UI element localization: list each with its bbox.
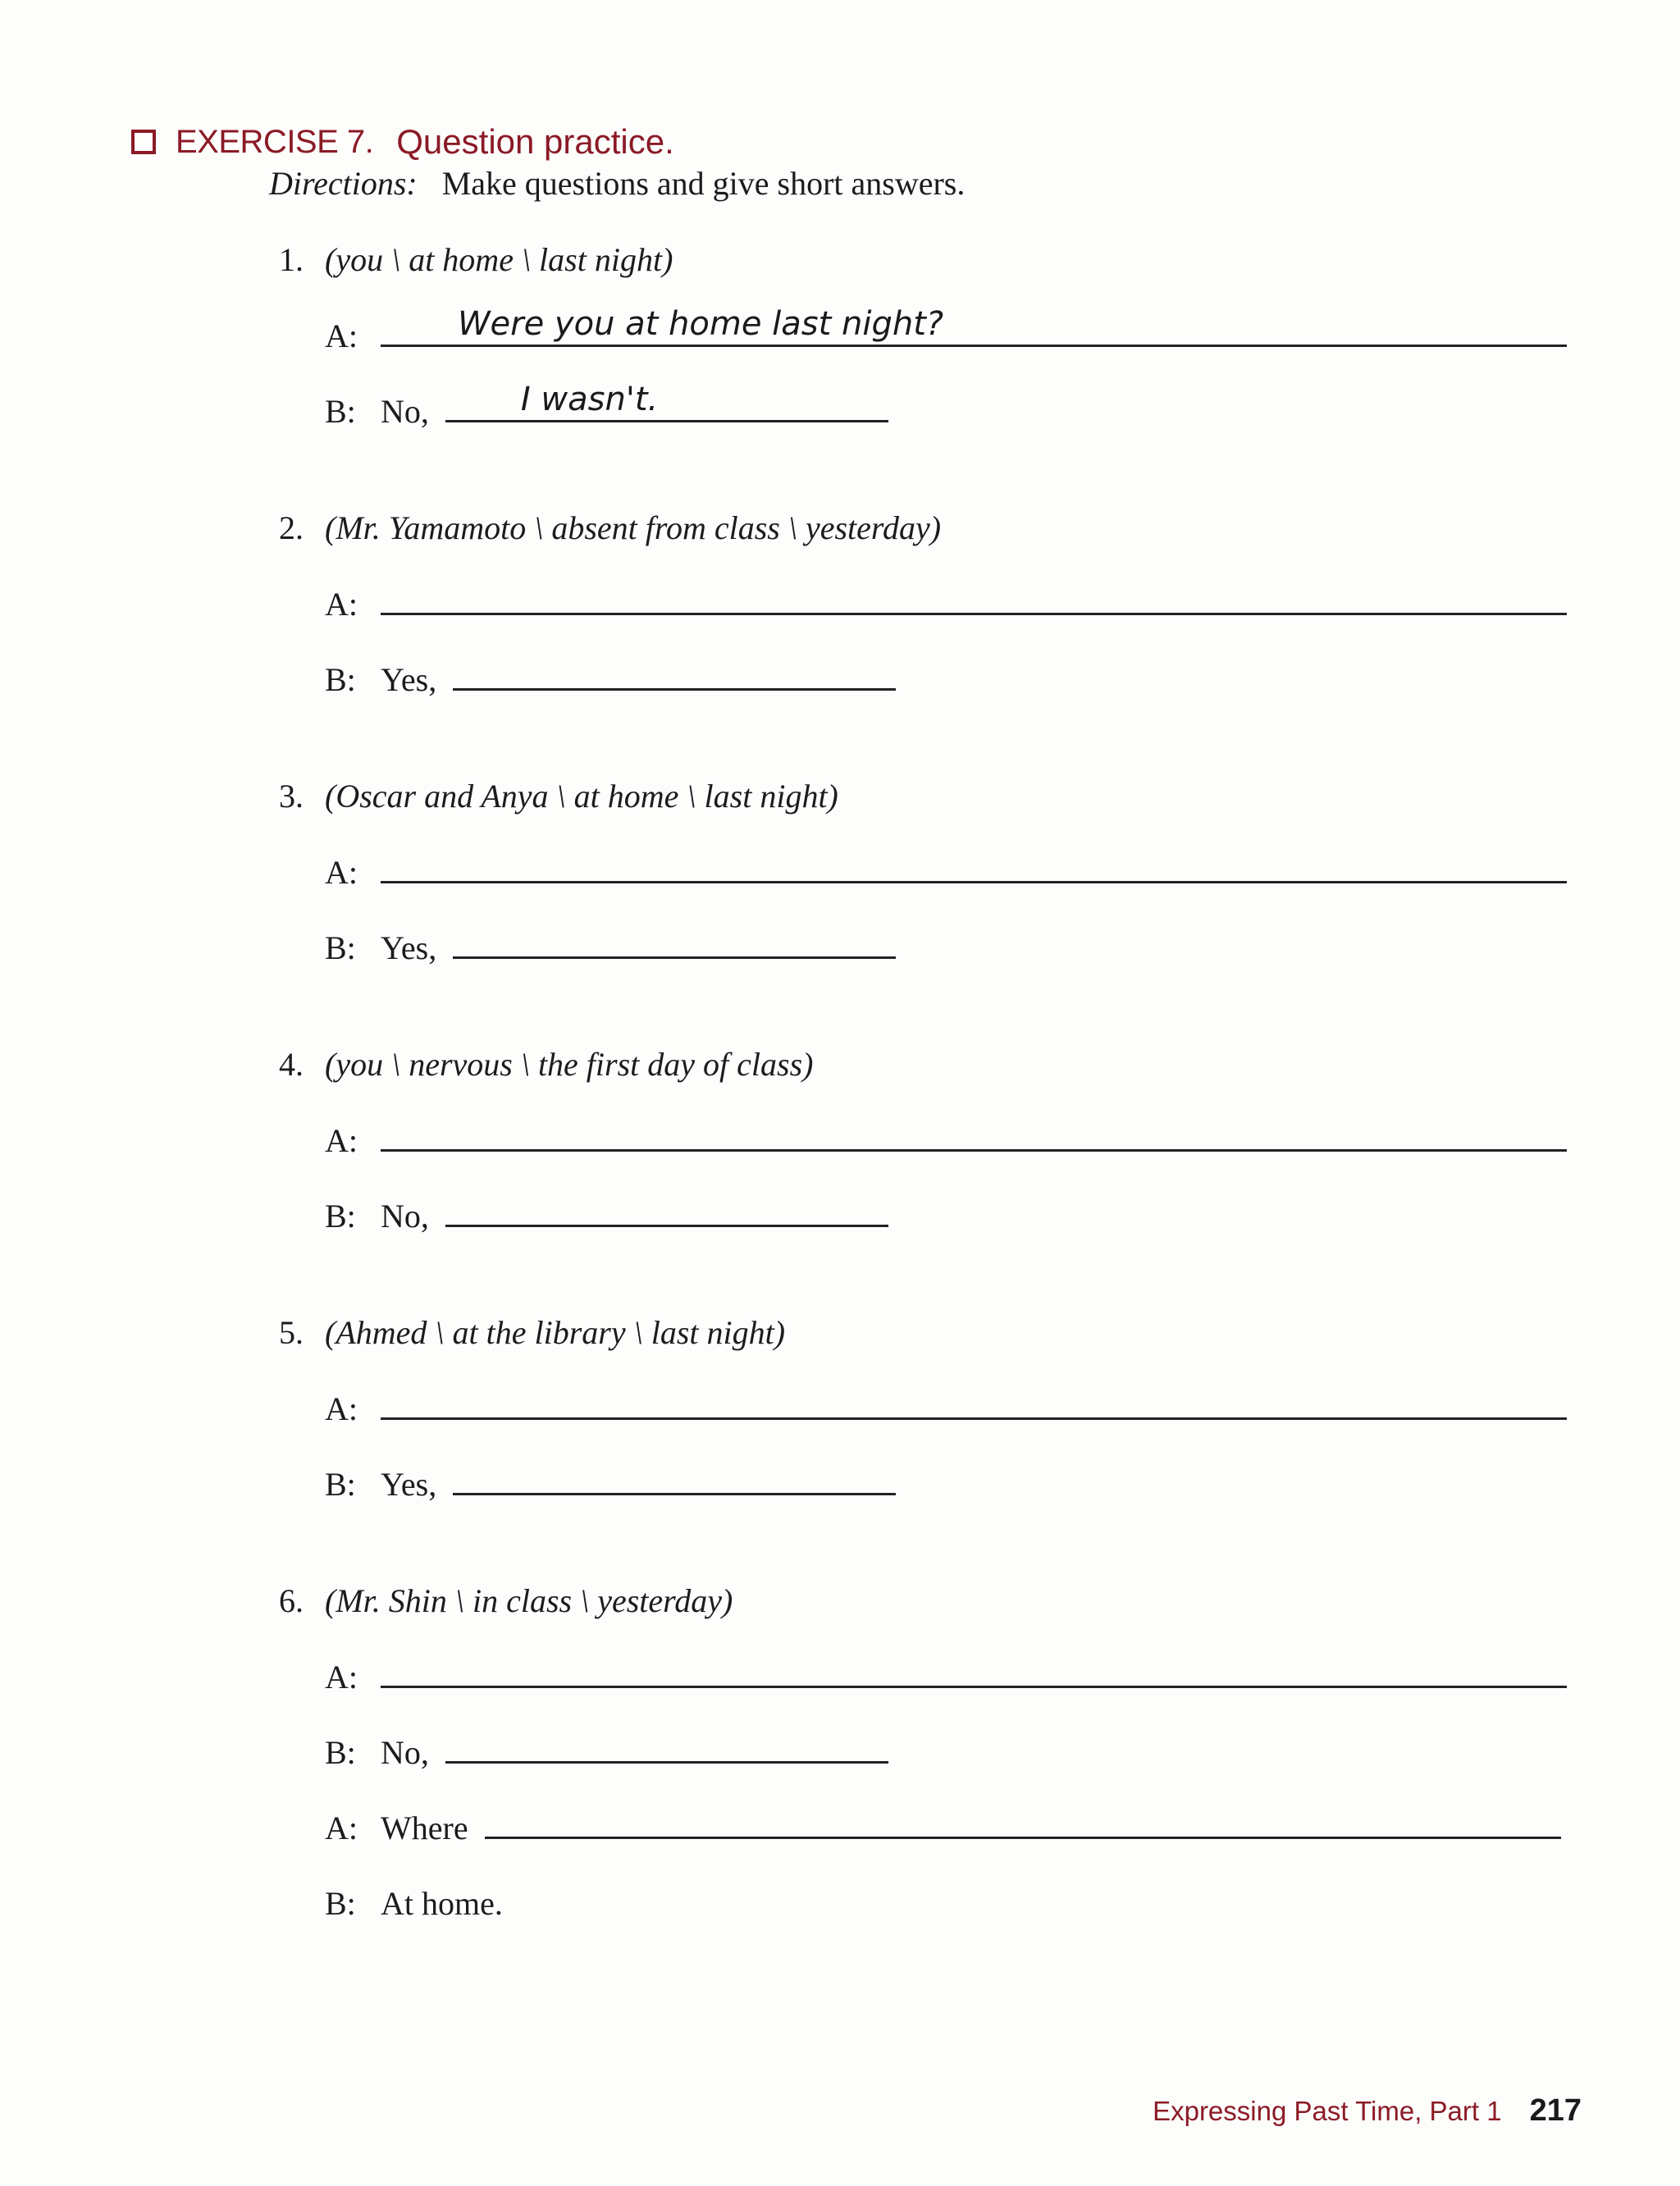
item-cue: (you \ at home \ last night) [325, 241, 673, 278]
answer-lead: No, [381, 393, 429, 430]
answer-row-b [325, 1186, 888, 1235]
speaker-label: B: [325, 1466, 356, 1503]
answer-blank-a[interactable] [381, 1108, 1567, 1152]
answer-lead: Yes, [381, 1466, 437, 1503]
answer-row-c [325, 1798, 1561, 1847]
answer-blank-a[interactable] [381, 1645, 1567, 1688]
speaker-label: A: [325, 854, 358, 891]
exercise-label: EXERCISE 7. [176, 123, 374, 160]
answer-row-b [325, 1723, 888, 1772]
answer-row-b [325, 1454, 896, 1504]
speaker-label: B: [325, 1734, 356, 1771]
exercise-item-3 [279, 777, 1591, 966]
speaker-label: B: [325, 661, 356, 698]
answer-row-a [325, 306, 1567, 355]
speaker-label: B: [325, 1198, 356, 1234]
item-cue: (Oscar and Anya \ at home \ last night) [325, 778, 838, 815]
item-prompt [279, 1045, 1591, 1084]
answer-row-a [325, 574, 1567, 623]
speaker-label: A: [325, 1809, 358, 1846]
item-number: 4. [279, 1046, 304, 1083]
item-number: 5. [279, 1314, 304, 1351]
page-number: 217 [1529, 2093, 1582, 2128]
speaker-label: B: [325, 929, 356, 966]
exercise-item-4 [279, 1045, 1591, 1234]
answer-blank-b[interactable] [453, 647, 896, 691]
item-cue: (Ahmed \ at the library \ last night) [325, 1314, 786, 1351]
item-cue: (Mr. Yamamoto \ absent from class \ yesterday) [325, 509, 942, 546]
item-cue: (you \ nervous \ the first day of class) [325, 1046, 814, 1083]
speaker-label: A: [325, 586, 358, 623]
page-footer [1153, 2093, 1582, 2129]
exercise-item-1 [279, 240, 1591, 430]
item-prompt [279, 1581, 1591, 1621]
chapter-title: Expressing Past Time, Part 1 [1153, 2096, 1502, 2126]
answer-blank-b[interactable] [445, 1720, 888, 1764]
handwritten-answer: I wasn't. [520, 381, 659, 418]
directions-text: Make questions and give short answers. [441, 165, 966, 202]
answer-blank-a[interactable] [381, 572, 1567, 615]
item-number: 3. [279, 778, 304, 815]
answer-blank-c[interactable] [485, 1796, 1561, 1839]
answer-blank-a[interactable] [381, 303, 1567, 347]
answer-blank-a[interactable] [381, 1376, 1567, 1420]
item-number: 1. [279, 241, 304, 278]
answer-row-b [325, 650, 896, 699]
answer-lead: Yes, [381, 929, 437, 966]
exercise-title: Question practice. [396, 122, 674, 161]
item-prompt [279, 240, 1591, 280]
answer-blank-b[interactable] [445, 379, 888, 422]
answer-lead: No, [381, 1734, 429, 1771]
handwritten-answer: Were you at home last night? [458, 305, 944, 343]
answer-lead: Where [381, 1809, 468, 1846]
exercise-item-2 [279, 509, 1591, 698]
answer-row-a [325, 842, 1567, 892]
answer-blank-b[interactable] [453, 915, 896, 959]
speaker-label: A: [325, 1659, 358, 1695]
answer-row-b [325, 381, 888, 431]
item-cue: (Mr. Shin \ in class \ yesterday) [325, 1582, 733, 1619]
speaker-label: B: [325, 1885, 356, 1922]
item-number: 6. [279, 1582, 304, 1619]
speaker-label: A: [325, 317, 358, 354]
answer-lead: No, [381, 1198, 429, 1234]
given-answer: At home. [381, 1885, 503, 1922]
answer-blank-a[interactable] [381, 840, 1567, 883]
answer-row-b [325, 918, 896, 967]
item-prompt [279, 1313, 1591, 1353]
item-prompt [279, 777, 1591, 816]
answer-row-a [325, 1647, 1567, 1696]
speaker-label: A: [325, 1390, 358, 1427]
exercise-item-5 [279, 1313, 1591, 1503]
directions [269, 164, 965, 203]
item-prompt [279, 509, 1591, 548]
speaker-label: B: [325, 393, 356, 430]
answer-row-a [325, 1379, 1567, 1428]
answer-row-a [325, 1111, 1567, 1160]
exercise-checkbox[interactable] [131, 130, 156, 154]
answer-blank-b[interactable] [445, 1184, 888, 1227]
speaker-label: A: [325, 1122, 358, 1159]
item-number: 2. [279, 509, 304, 546]
exercise-item-6 [279, 1581, 1591, 1922]
answer-row-d [325, 1873, 503, 1923]
exercise-header [131, 121, 674, 162]
answer-blank-b[interactable] [453, 1452, 896, 1495]
directions-label: Directions: [269, 165, 418, 202]
answer-lead: Yes, [381, 661, 437, 698]
